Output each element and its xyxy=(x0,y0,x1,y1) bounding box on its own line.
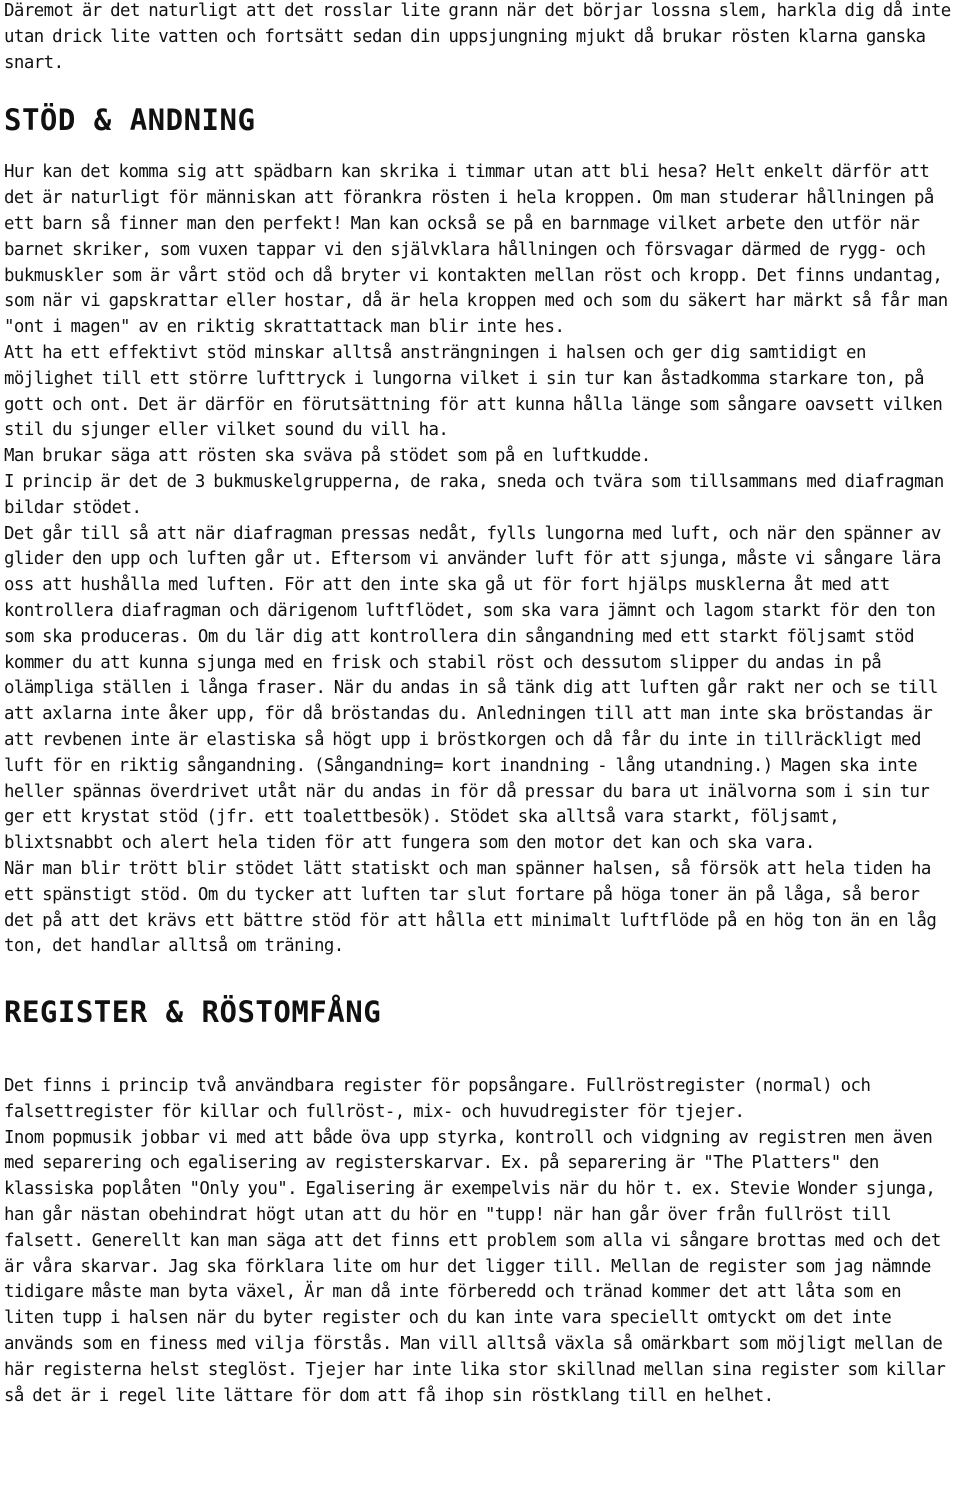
body-paragraph: Att ha ett effektivt stöd minskar alltså ansträngningen i halsen och ger dig samtidigt en möjlighet till ett större lufttryck i lungorna vilket i sin tur kan åstadkomma starkare ton, på gott och ont. Det är därför en förutsättning för att kunna hålla länge som sångare oavsett vilken stil du sjunger eller vilket sound du vill ha. xyxy=(4,342,943,441)
body-paragraph: Inom popmusik jobbar vi med att både öva upp styrka, kontroll och vidgning av registren men även med separering och egalisering av registerskarvar. Ex. på separering är "The Platters" den klassiska poplåten "Only you". Egalisering är exempelvis när du hör t. ex. Stevie Wonder sjunga, han går nästan obehindrat högt utan att du hör en "tupp! när han går över från fullröst till falsett. Generellt kan man säga att det finns ett problem som alla vi sångare brottas med och det är våra skarvar. Jag ska förklara lite om hur det ligger till. Mellan de register som jag nämnde tidigare måste man byta växel, Är man då inte förberedd och tränad kommer det att låta som en liten tupp i halsen när du byter register och du kan inte vara speciellt omtyckt om det inte används som en finess med vilja förstås. Man vill alltså växla så omärkbart som möjligt mellan de här registerna helst steglöst. Tjejer har inte lika stor skillnad mellan sina register som killar så det är i regel lite lättare för dom att få ihop sin röstklang till en helhet. xyxy=(4,1127,946,1406)
section-body-register-rostomfang xyxy=(4,1074,956,1409)
body-paragraph: Det går till så att när diafragman pressas nedåt, fylls lungorna med luft, och när den spänner av glider den upp och luften går ut. Eftersom vi använder luft för att sjunga, måste vi sångare lära oss att hushålla med luften. För att den inte ska gå ut för fort hjälps musklerna åt med att kontrollera diafragman och därigenom luftflödet, som ska vara jämnt och lagom starkt för den ton som ska produceras. Om du lär dig att kontrollera din sångandning med ett starkt följsamt stöd kommer du att kunna sjunga med en frisk och stabil röst och dessutom slipper du andas in på olämpliga ställen i långa fraser. När du andas in så tänk dig att luften går rakt ner och se till att axlarna inte åker upp, för då bröstandas du. Anledningen till att man inte ska bröstandas är att revbenen inte är elastiska så högt upp i bröstkorgen och då får du inte in tillräckligt med luft för en riktig sångandning. (Sångandning= kort inandning - lång utandning.) Magen ska inte heller spännas överdrivet utåt när du andas in för då pressar du bara ut inälvorna som i sin tur ger ett krystat stöd (jfr. ett toalettbesök). Stödet ska alltså vara starkt, följsamt, blixtsnabbt och alert hela tiden för att fungera som den motor det kan och ska vara. xyxy=(4,523,941,854)
document-page xyxy=(4,0,956,1409)
section-heading-stod-andning: STÖD & ANDNING xyxy=(4,103,256,138)
body-paragraph: Hur kan det komma sig att spädbarn kan skrika i timmar utan att bli hesa? Helt enkelt därför att det är naturligt för människan att förankra rösten i hela kroppen. Om man studerar hållningen på ett barn så finner man den perfekt! Man kan också se på en barnmage vilket arbete den utför när barnet skriker, som vuxen tappar vi den självklara hållningen och försvagar därmed de rygg- och bukmuskler som är vårt stöd och då bryter vi kontakten mellan röst och kropp. Det finns undantag, som när vi gapskrattar eller hostar, då är hela kroppen med och som du säkert har märkt så får man "ont i magen" av en riktig skrattattack man blir inte hes. xyxy=(4,162,948,338)
body-paragraph: När man blir trött blir stödet lätt statiskt och man spänner halsen, så försök att hela tiden ha ett spänstigt stöd. Om du tycker att luften tar slut fortare på höga toner än på låga, så beror det på att det krävs ett bättre stöd för att hålla ett minimalt luftflöde på en hög ton än en låg ton, det handlar alltså om träning. xyxy=(4,858,937,957)
section-heading-register-rostomfang: REGISTER & RÖSTOMFÅNG xyxy=(4,995,382,1030)
intro-paragraph: Däremot är det naturligt att det rosslar lite grann när det börjar lossna slem, harkla dig då inte utan drick lite vatten och fortsätt sedan din uppsjungning mjukt då brukar rösten klarna ganska snart. xyxy=(4,1,951,73)
body-paragraph: Man brukar säga att rösten ska sväva på stödet som på en luftkudde. xyxy=(4,446,651,467)
body-paragraph: I princip är det de 3 bukmuskelgrupperna, de raka, sneda och tvära som tillsammans med diafragman bildar stödet. xyxy=(4,471,944,518)
section-body-stod-andning xyxy=(4,160,956,960)
body-paragraph: Det finns i princip två användbara register för popsångare. Fullröstregister (normal) och falsettregister för killar och fullröst-, mix- och huvudregister för tjejer. xyxy=(4,1076,871,1122)
